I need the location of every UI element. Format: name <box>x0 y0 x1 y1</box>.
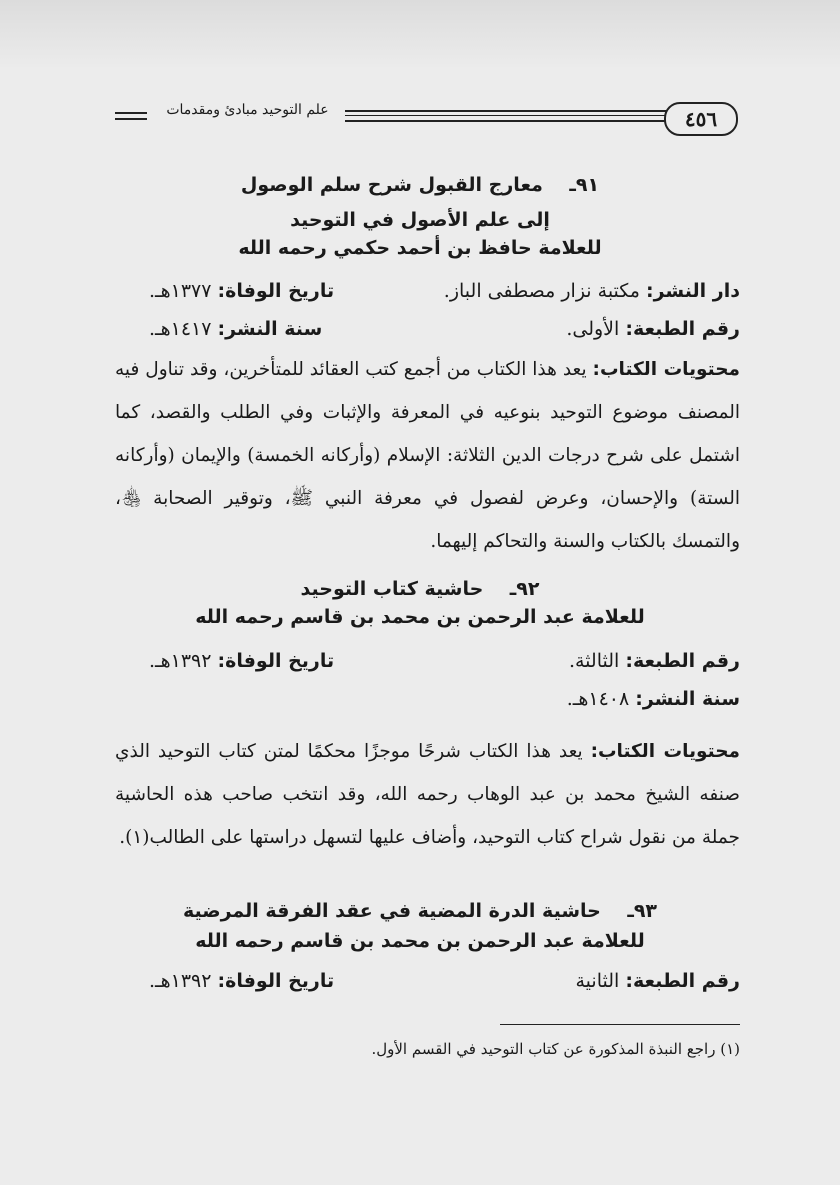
header-rule <box>345 110 670 112</box>
header-dash <box>115 118 147 120</box>
entry-91-title <box>120 174 720 196</box>
running-title: علم التوحيد مبادئ ومقدمات <box>166 102 329 118</box>
entry-93-title <box>120 900 720 922</box>
header-rule <box>345 115 670 116</box>
entry-91-author: للعلامة حافظ بن أحمد حكمي رحمه الله <box>238 237 602 259</box>
footnote-rule <box>500 1024 740 1025</box>
entry-92-title <box>120 578 720 600</box>
death-date: تاريخ الوفاة: ١٣٧٧هـ. <box>149 280 335 302</box>
entry-number: ٩٣ـ <box>627 900 658 922</box>
footnote: (١) راجع النبذة المذكورة عن كتاب التوحيد في القسم الأول. <box>371 1040 740 1058</box>
publication-year: سنة النشر: ١٤١٧هـ. <box>149 318 323 340</box>
entry-title: معارج القبول شرح سلم الوصول <box>240 174 543 196</box>
edition: رقم الطبعة: الثالثة. <box>568 650 740 672</box>
entry-number: ٩٢ـ <box>509 578 540 600</box>
entry-91-title-line2: إلى علم الأصول في التوحيد <box>290 209 550 231</box>
edition: رقم الطبعة: الأولى. <box>566 318 740 340</box>
entry-number: ٩١ـ <box>569 174 600 196</box>
entry-title: حاشية كتاب التوحيد <box>300 578 484 600</box>
publication-year: سنة النشر: ١٤٠٨هـ. <box>566 688 740 710</box>
publisher: دار النشر: مكتبة نزار مصطفى الباز. <box>443 280 740 302</box>
header-dash <box>115 112 147 114</box>
entry-93-author: للعلامة عبد الرحمن بن محمد بن قاسم رحمه الله <box>195 930 645 952</box>
running-header <box>115 96 740 140</box>
entry-title: حاشية الدرة المضية في عقد الفرقة المرضية <box>182 900 601 922</box>
scan-shadow <box>0 0 840 70</box>
page-number: ٤٥٦ <box>664 102 738 136</box>
entry-92-contents: محتويات الكتاب: يعد هذا الكتاب شرحًا موجزًا محكمًا لمتن كتاب التوحيد الذي صنفه الشيخ محمد بن عبد الوهاب رحمه الله، وقد انتخب صاحب هذه الحاشية جملة من نقول شراح كتاب التوحيد، وأضاف عليها لتسهل دراستها على الطالب(١). <box>115 741 740 848</box>
entry-92-author: للعلامة عبد الرحمن بن محمد بن قاسم رحمه الله <box>195 606 645 628</box>
death-date: تاريخ الوفاة: ١٣٩٢هـ. <box>149 970 335 992</box>
death-date: تاريخ الوفاة: ١٣٩٢هـ. <box>149 650 335 672</box>
entry-91-contents: محتويات الكتاب: يعد هذا الكتاب من أجمع كتب العقائد للمتأخرين، وقد تناول فيه المصنف موضوع التوحيد بنوعيه في المعرفة والإثبات وفي الطلب والقصد، كما اشتمل على شرح درجات الدين الثلاثة: الإسلام (وأركانه الخمسة) والإيمان (وأركانه الستة) والإحسان، وعرض لفصول في معرفة النبي ﷺ، وتوقير الصحابة ﵃، والتمسك بالكتاب والسنة والتحاكم إليهما. <box>115 359 740 552</box>
edition: رقم الطبعة: الثانية <box>575 970 740 992</box>
header-rule <box>345 120 670 122</box>
